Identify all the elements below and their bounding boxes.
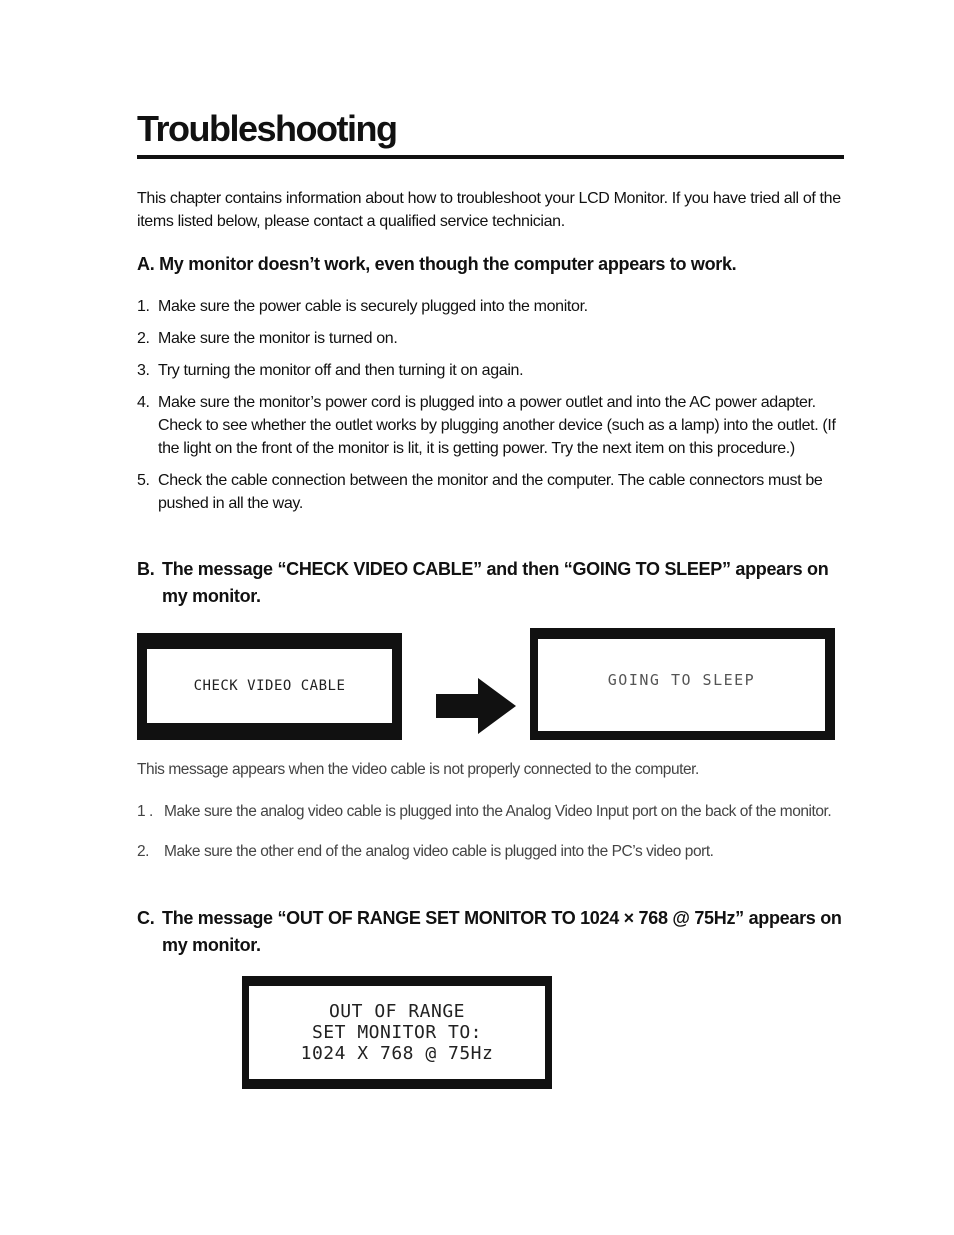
- list-item-text: Make sure the other end of the analog video cable is plugged into the PC’s video port.: [164, 843, 714, 860]
- section-c-heading-text: The message “OUT OF RANGE SET MONITOR TO 1024 × 768 @ 75Hz” appears on my monitor.: [162, 908, 842, 955]
- section-a-letter: A.: [137, 254, 155, 274]
- going-to-sleep-screen: [530, 628, 835, 740]
- title-rule: [137, 155, 844, 159]
- section-c-heading: [137, 905, 844, 959]
- screen-line: SET MONITOR TO:: [311, 1022, 483, 1043]
- screen-message: [249, 986, 545, 1079]
- list-item-number: 3.: [137, 362, 150, 379]
- list-item-text: Check the cable connection between the monitor and the computer. The cable connectors must be pushed in all the way.: [158, 472, 823, 512]
- section-a-list: [137, 295, 844, 524]
- list-item: [137, 469, 844, 515]
- list-item: [137, 391, 844, 460]
- list-item-text: Make sure the analog video cable is plugged into the Analog Video Input port on the back of the monitor.: [164, 803, 832, 820]
- list-item-number: 1 .: [137, 803, 153, 820]
- right-arrow-icon: [436, 676, 518, 736]
- section-a-heading-text: My monitor doesn’t work, even though the computer appears to work.: [159, 254, 737, 274]
- list-item-number: 2.: [137, 330, 150, 347]
- list-item-text: Make sure the monitor’s power cord is plugged into a power outlet and into the AC power adapter. Check to see whether the outlet works by plugging another device (such as a lamp) into the outlet. (If the light on the front of the monitor is lit, it is getting power. Try the next item on this procedure.): [158, 394, 836, 457]
- section-b-list: [137, 800, 844, 880]
- section-b-heading: [137, 556, 844, 610]
- list-item-number: 5.: [137, 472, 150, 489]
- list-item-number: 4.: [137, 394, 150, 411]
- section-b-note: This message appears when the video cable is not properly connected to the computer.: [137, 761, 699, 778]
- screen-line: 1024 X 768 @ 75Hz: [300, 1043, 494, 1064]
- list-item: [137, 327, 844, 350]
- list-item: [137, 359, 844, 382]
- list-item-text: Try turning the monitor off and then turning it on again.: [158, 362, 524, 379]
- screen-line: OUT OF RANGE: [328, 1001, 466, 1022]
- list-item: [137, 295, 844, 318]
- list-item: [137, 840, 844, 863]
- section-c-letter: C.: [137, 908, 155, 928]
- screen-message: GOING TO SLEEP: [538, 639, 825, 731]
- list-item: [137, 800, 844, 823]
- list-item-number: 1.: [137, 298, 150, 315]
- page-title: Troubleshooting: [137, 108, 397, 149]
- out-of-range-screen: [242, 976, 552, 1089]
- list-item-text: Make sure the power cable is securely plugged into the monitor.: [158, 298, 588, 315]
- intro-paragraph: This chapter contains information about how to troubleshoot your LCD Monitor. If you have tried all of the items listed below, please contact a qualified service technician.: [137, 190, 841, 230]
- list-item-text: Make sure the monitor is turned on.: [158, 330, 398, 347]
- section-b-heading-text: The message “CHECK VIDEO CABLE” and then “GOING TO SLEEP” appears on my monitor.: [162, 559, 829, 606]
- section-a-heading: [137, 251, 844, 278]
- check-video-cable-screen: [137, 633, 402, 740]
- screen-message: CHECK VIDEO CABLE: [147, 649, 392, 723]
- section-b-letter: B.: [137, 559, 155, 579]
- list-item-number: 2.: [137, 843, 150, 860]
